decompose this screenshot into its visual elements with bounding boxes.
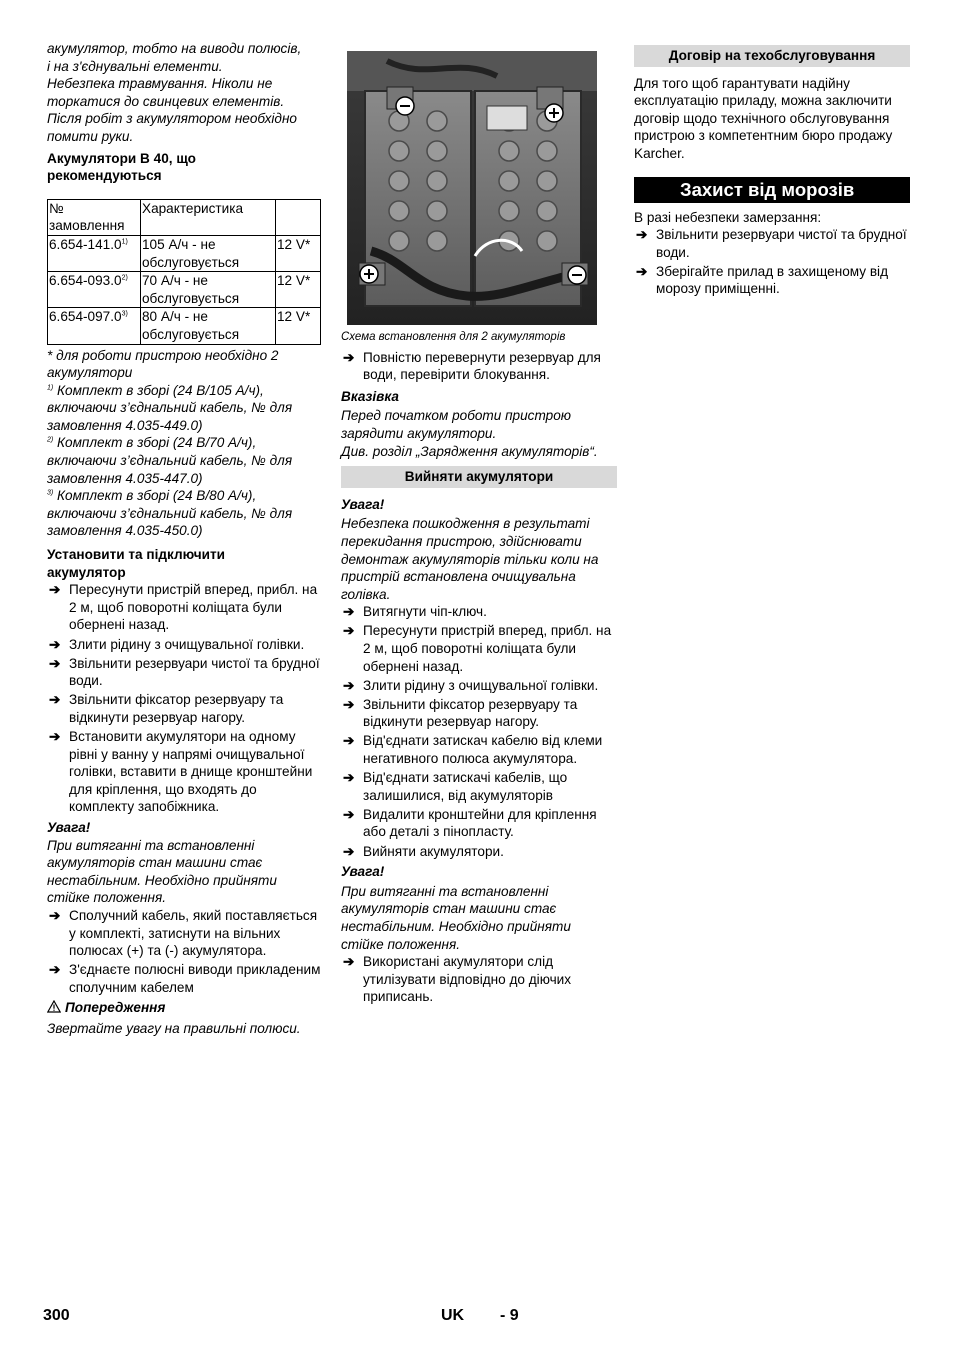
step-text: Від'єднати затискач кабелю від клеми негативного полюса акумулятора. <box>363 733 603 767</box>
connect-steps <box>47 907 323 996</box>
service-text: Для того щоб гарантувати надійну експлуатацію приладу, можна заключити договір щодо технічного обслуговування пристрою з компетентним бюро продажу Karcher. <box>634 75 893 161</box>
hint-ref: Див. розділ „Зарядження акумуляторів“. <box>341 443 598 459</box>
table-row <box>48 272 321 308</box>
step-text: Пересунути пристрій вперед, прибл. на 2 м, щоб поворотні коліщата були обернені назад. <box>363 623 612 674</box>
arrow-icon: ➔ <box>343 349 355 365</box>
table-cell-order <box>48 235 141 271</box>
step-text: Звільнити резервуари чистої та брудної води. <box>656 227 907 260</box>
minus-terminal-icon <box>396 97 414 115</box>
column-right <box>634 45 910 300</box>
footnote-mark: 3) <box>47 489 54 497</box>
table-header-cell <box>276 199 321 235</box>
step-text: Звільнити резервуари чистої та брудної води. <box>69 655 320 689</box>
intro-line: Небезпека травмування. Ніколи не <box>47 76 273 92</box>
install-heading: Установити та підключити акумулятор <box>47 547 225 580</box>
list-item <box>47 655 323 690</box>
step-text: Повністю перевернути резервуар для води, перевірити блокування. <box>363 349 601 383</box>
list-item <box>341 349 617 384</box>
table-row <box>48 308 321 344</box>
table-header-cell: № замовлення <box>48 199 141 235</box>
warning-triangle-icon <box>47 1000 61 1013</box>
list-item <box>341 732 617 767</box>
list-item <box>341 696 617 731</box>
remove-steps <box>341 603 617 860</box>
list-item <box>341 953 617 1006</box>
table-row <box>48 235 321 271</box>
footnote-mark: 3) <box>121 310 128 318</box>
order-number: 6.654-141.0 <box>49 236 122 252</box>
list-item <box>47 907 323 960</box>
list-item <box>634 263 910 298</box>
page-number: 300 <box>43 1307 70 1324</box>
photo-caption: Схема встановлення для 2 акумуляторів <box>341 331 566 343</box>
table-cell-volt: 12 V* <box>276 272 321 308</box>
frost-steps <box>634 226 910 298</box>
footnote-star: * для роботи пристрою необхідно 2 акумулятори <box>47 347 279 381</box>
column-middle <box>341 40 617 1007</box>
table-cell-spec: 80 А/ч - не обслуговується <box>141 308 276 344</box>
arrow-icon: ➔ <box>343 843 355 859</box>
order-number: 6.654-093.0 <box>49 273 122 289</box>
arrow-icon: ➔ <box>636 227 648 243</box>
step-text: Зберігайте прилад в захищеному від морозу приміщенні. <box>656 263 889 297</box>
intro-line: і на з'єднувальні елементи. <box>47 58 223 74</box>
steps-a <box>341 349 617 384</box>
step-text: Від'єднати затискачі кабелів, що залишилися, від акумуляторів <box>363 770 568 803</box>
minus-terminal-icon <box>568 266 586 284</box>
list-item <box>634 226 910 261</box>
footnote-mark: 2) <box>121 274 128 282</box>
language-code: UK <box>441 1307 465 1324</box>
warning-text: Звертайте увагу на правильні полюси. <box>47 1020 301 1036</box>
list-item <box>341 769 617 804</box>
warning-heading <box>47 999 323 1017</box>
arrow-icon: ➔ <box>343 733 355 749</box>
arrow-icon: ➔ <box>49 655 61 671</box>
column-left <box>47 40 323 1038</box>
step-text: Витягнути чіп-ключ. <box>363 604 487 620</box>
arrow-icon: ➔ <box>49 692 61 708</box>
table-header-row <box>48 199 321 235</box>
list-item <box>47 728 323 816</box>
list-item <box>47 961 323 996</box>
intro-line: Після робіт з акумулятором необхідно <box>47 111 297 127</box>
step-text: Сполучний кабель, який поставляється у комплекті, затиснути на вільних полюсах (+) та (-) акумулятора. <box>69 907 318 959</box>
footnote-mark: 1) <box>121 238 128 246</box>
caution-text: Небезпека пошкодження в результаті перекидання пристрою, здійснювати демонтаж акумуляторів тільки коли на пристрій встановлена очищувальна голівка. <box>341 516 599 602</box>
footnote-text: Комплект в зборі (24 В/105 А/ч), включаючи з’єднальний кабель, № для замовлення 4.035-449.0) <box>47 382 293 433</box>
arrow-icon: ➔ <box>343 604 355 620</box>
order-number: 6.654-097.0 <box>49 309 122 325</box>
step-text: Злити рідину з очищувальної голівки. <box>363 677 599 693</box>
caution-label: Увага! <box>47 819 91 835</box>
arrow-icon: ➔ <box>343 623 355 639</box>
arrow-icon: ➔ <box>343 806 355 822</box>
list-item <box>341 677 617 695</box>
arrow-icon: ➔ <box>343 677 355 693</box>
hint-label: Вказівка <box>341 388 399 404</box>
footnote <box>47 487 323 540</box>
footnote <box>47 382 323 435</box>
footnote-text: Комплект в зборі (24 В/80 А/ч), включаючи з’єднальний кабель, № для замовлення 4.035-450.0) <box>47 488 293 539</box>
footnote <box>47 434 323 487</box>
plus-terminal-icon <box>545 104 563 122</box>
table-cell-order <box>48 308 141 344</box>
footnote-mark: 2) <box>47 436 54 444</box>
arrow-icon: ➔ <box>49 962 61 978</box>
arrow-icon: ➔ <box>49 636 61 652</box>
list-item <box>341 806 617 841</box>
arrow-icon: ➔ <box>343 954 355 970</box>
intro-line: торкатися до свинцевих елементів. <box>47 93 285 109</box>
step-text: Видалити кронштейни для кріплення або деталі з пінопласту. <box>363 806 597 840</box>
caution-text: При витяганні та встановленні акумуляторів стан машини стає нестабільним. Необхідно прийняти стійке положення. <box>341 883 571 952</box>
service-heading: Договір на техобслуговування <box>634 45 910 67</box>
intro-text <box>47 40 323 146</box>
plus-terminal-icon <box>360 265 378 283</box>
list-item <box>47 636 323 654</box>
section-page: - 9 <box>500 1307 519 1324</box>
arrow-icon: ➔ <box>343 696 355 712</box>
battery-installation-photo <box>347 51 597 325</box>
footnote-mark: 1) <box>47 384 54 392</box>
install-steps <box>47 581 323 816</box>
caution-text: При витяганні та встановленні акумуляторів стан машини стає нестабільним. Необхідно прийняти стійке положення. <box>47 837 277 906</box>
step-text: Звільнити фіксатор резервуару та відкинути резервуар нагору. <box>363 696 578 730</box>
dispose-steps <box>341 953 617 1006</box>
table-cell-volt: 12 V* <box>276 308 321 344</box>
remove-heading: Вийняти акумулятори <box>341 466 617 488</box>
list-item <box>341 622 617 675</box>
list-item <box>341 603 617 621</box>
footnote-text: Комплект в зборі (24 В/70 А/ч), включаючи з’єднальний кабель, № для замовлення 4.035-447.0) <box>47 435 293 486</box>
caution-label: Увага! <box>341 496 385 512</box>
hint-text: Перед початком роботи пристрою зарядити акумулятори. <box>341 408 571 441</box>
arrow-icon: ➔ <box>49 582 61 598</box>
arrow-icon: ➔ <box>49 728 61 744</box>
list-item <box>47 581 323 634</box>
step-text: Використані акумулятори слід утилізувати відповідно до діючих приписань. <box>363 954 572 1005</box>
warning-label: Попередження <box>65 1000 166 1016</box>
table-cell-volt: 12 V* <box>276 235 321 271</box>
step-text: Звільнити фіксатор резервуару та відкинути резервуар нагору. <box>69 692 284 725</box>
table-cell-order <box>48 272 141 308</box>
arrow-icon: ➔ <box>636 263 648 279</box>
step-text: Злити рідину з очищувальної голівки. <box>69 636 305 652</box>
frost-heading: Захист від морозів <box>634 177 910 203</box>
arrow-icon: ➔ <box>343 770 355 786</box>
step-text: Пересунути пристрій вперед, прибл. на 2 м, щоб поворотні коліщата були обернені назад. <box>69 582 318 633</box>
list-item <box>341 843 617 861</box>
table-header-cell: Характеристика <box>141 199 276 235</box>
frost-intro: В разі небезпеки замерзання: <box>634 209 822 225</box>
step-text: З'єднаєте полюсні виводи прикладеним сполучним кабелем <box>69 962 321 995</box>
arrow-icon: ➔ <box>49 907 61 923</box>
battery-table <box>47 199 321 345</box>
table-cell-spec: 105 А/ч - не обслуговується <box>141 235 276 271</box>
step-text: Вийняти акумулятори. <box>363 843 504 859</box>
list-item <box>47 691 323 726</box>
caution-label: Увага! <box>341 864 385 880</box>
batteries-heading: Акумулятори B 40, що рекомендуються <box>47 150 196 184</box>
intro-line: помити руки. <box>47 128 134 144</box>
table-cell-spec: 70 А/ч - не обслуговується <box>141 272 276 308</box>
step-text: Встановити акумулятори на одному рівні у ванну у напрямі очищувальної голівки, вставити в днище кронштейни для кріплення, що входять до комплекту запобіжника. <box>69 728 313 815</box>
intro-line: акумулятор, тобто на виводи полюсів, <box>47 41 302 56</box>
